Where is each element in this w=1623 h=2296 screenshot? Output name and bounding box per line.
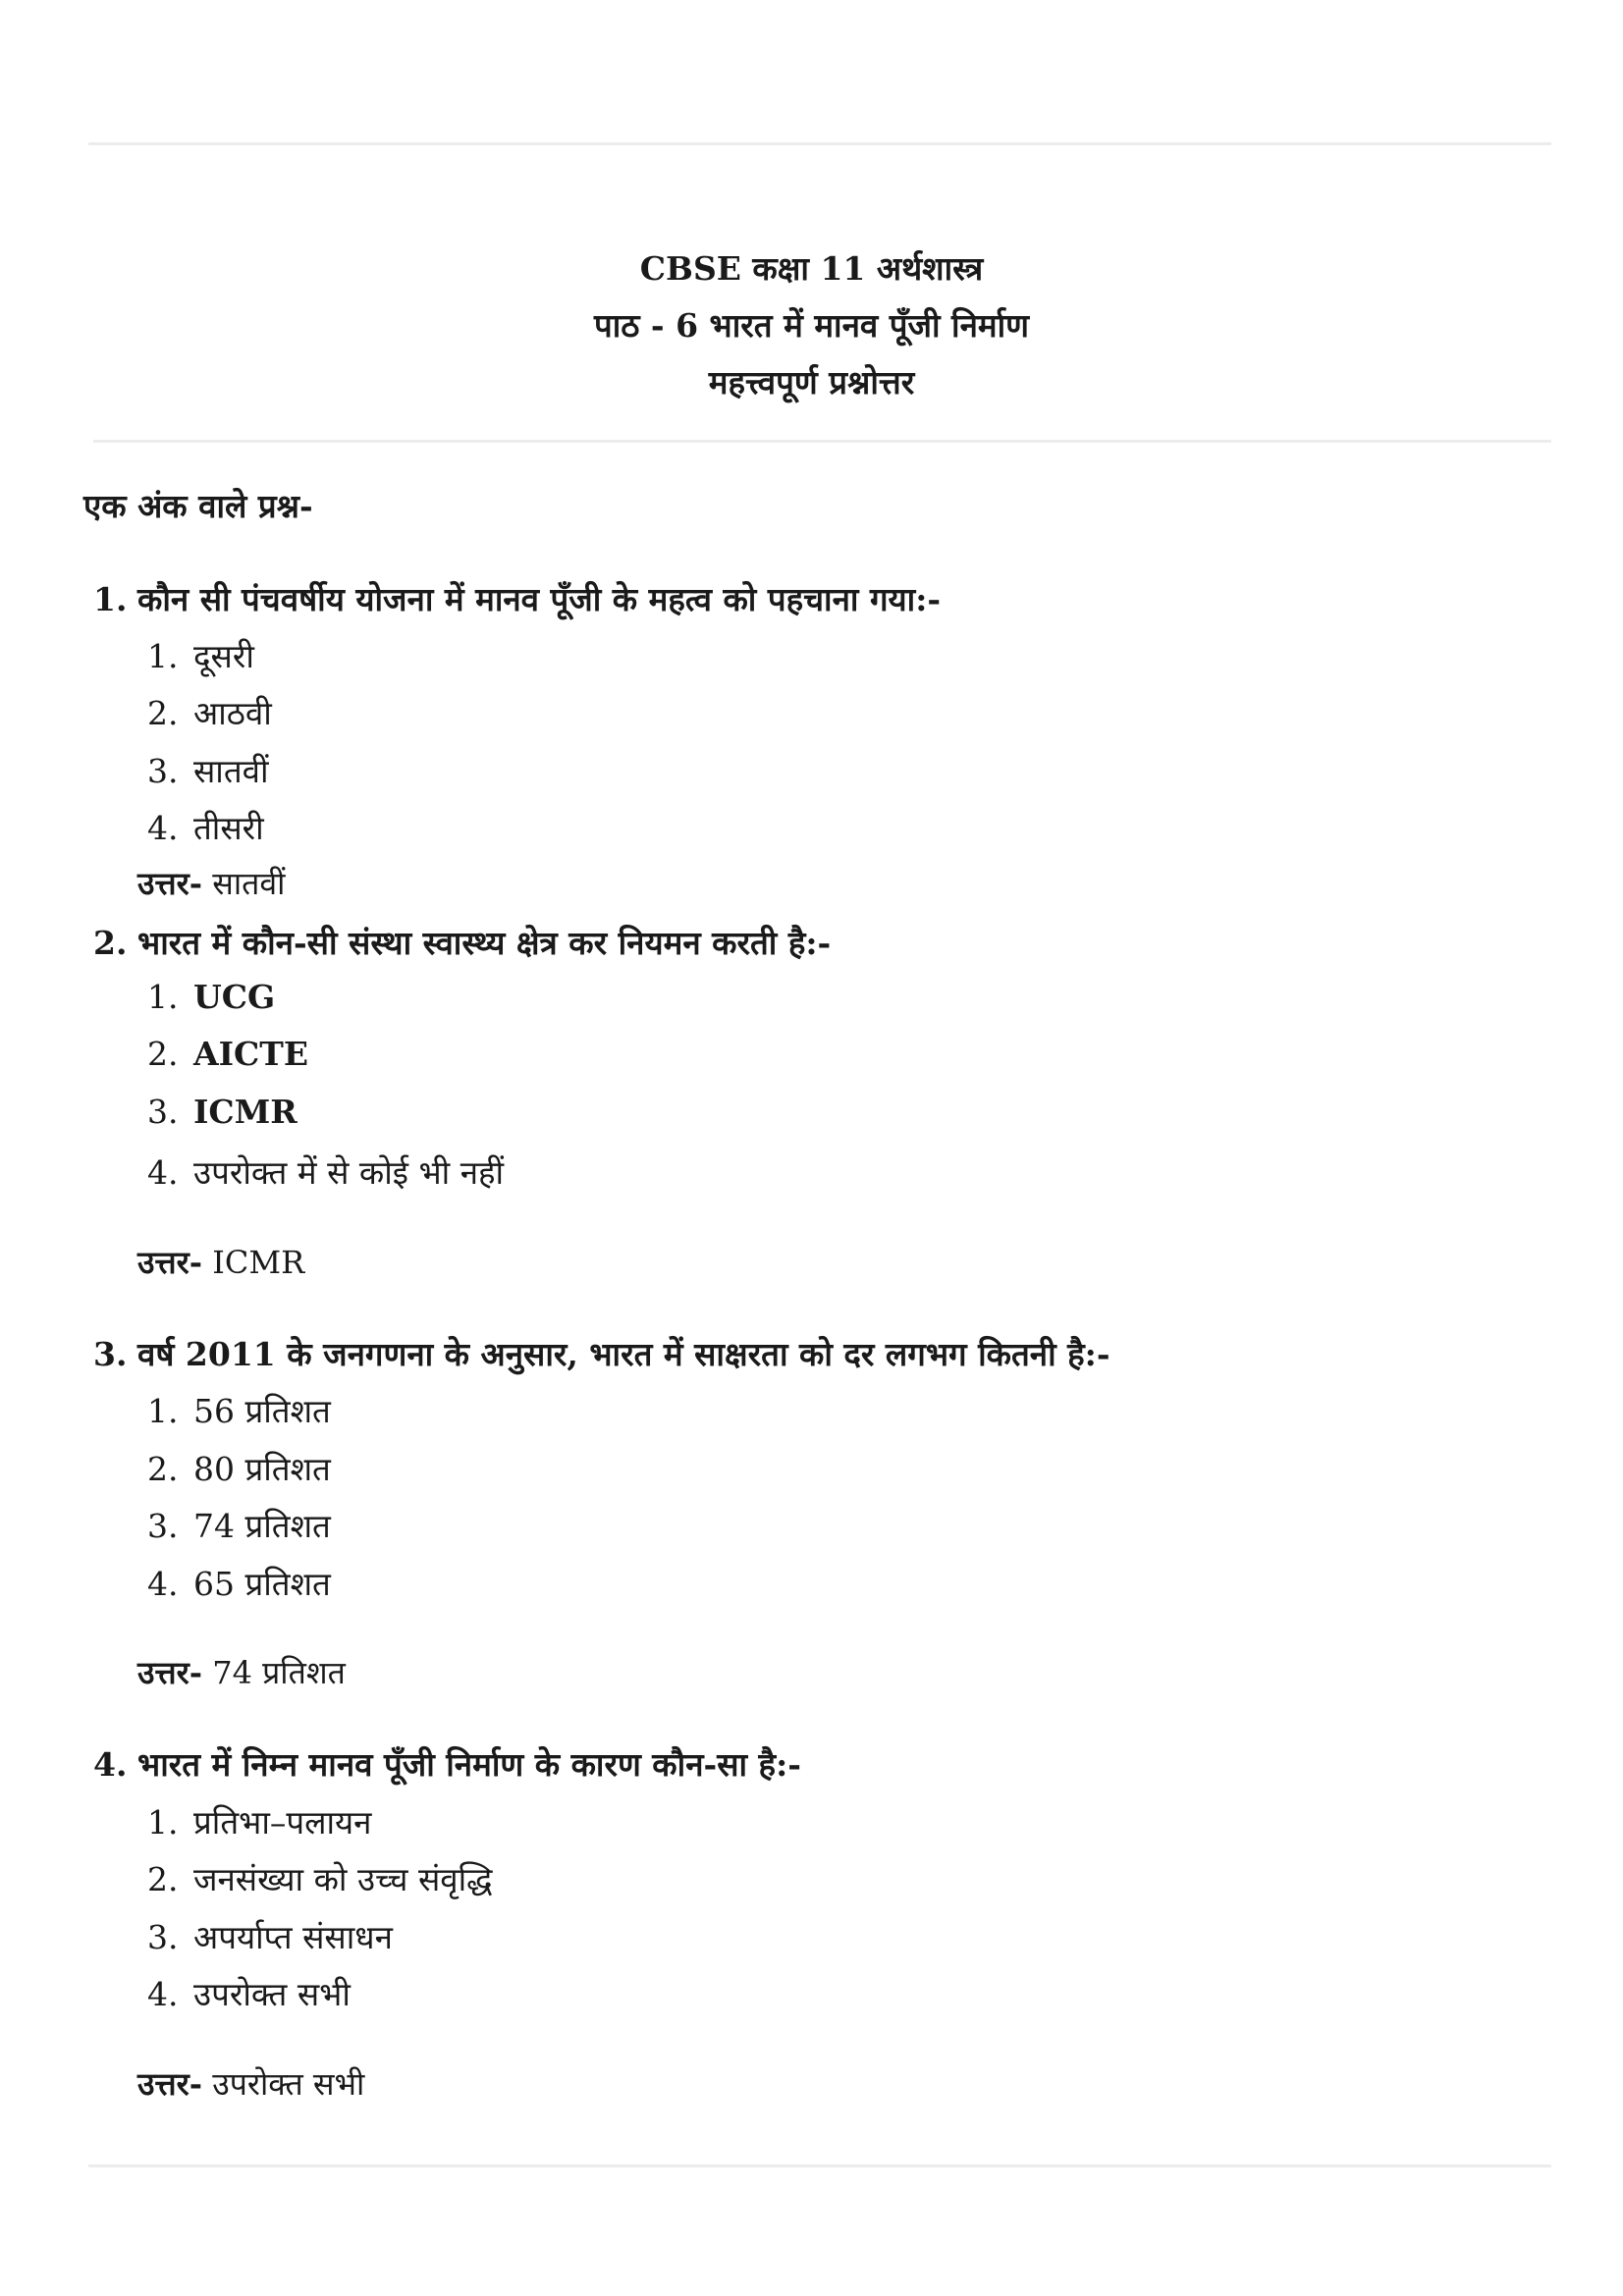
question-number: 3. <box>93 1335 128 1373</box>
section-title: एक अंक वाले प्रश्न- <box>83 487 313 525</box>
answer-value: उपरोक्त सभी <box>202 2065 365 2103</box>
option-item <box>147 978 275 1016</box>
answer-line <box>137 862 285 904</box>
answer-line <box>137 1651 346 1693</box>
option-text: प्रतिभा–पलायन <box>193 1803 372 1842</box>
option-text: तीसरी <box>193 809 264 847</box>
option-item <box>147 1799 372 1843</box>
question-text <box>93 920 831 964</box>
document-header <box>0 240 1623 411</box>
question-text <box>93 1741 801 1786</box>
option-number: 3. <box>147 1918 179 1956</box>
option-text: 80 प्रतिशत <box>193 1450 331 1488</box>
answer-label: उत्तर- <box>137 1654 203 1691</box>
bottom-divider <box>88 2164 1551 2167</box>
answer-label: उत्तर- <box>137 865 203 902</box>
option-item <box>147 1149 504 1194</box>
option-number: 4. <box>147 1565 179 1603</box>
option-text: अपर्याप्त संसाधन <box>193 1918 393 1956</box>
option-text: उपरोक्त सभी <box>193 1975 351 2013</box>
option-number: 4. <box>147 809 179 847</box>
question-stem: वर्ष 2011 के जनगणना के अनुसार, भारत में साक्षरता को दर लगभग कितनी है:- <box>137 1335 1110 1373</box>
answer-value: 74 प्रतिशत <box>202 1654 346 1691</box>
option-number: 1. <box>147 1803 179 1842</box>
option-number: 1. <box>147 637 179 675</box>
option-item <box>147 1561 331 1605</box>
option-number: 2. <box>147 1450 179 1488</box>
option-item <box>147 1971 351 2015</box>
answer-line <box>137 1241 304 1283</box>
option-text: UCG <box>193 978 276 1016</box>
option-number: 1. <box>147 1392 179 1430</box>
option-number: 3. <box>147 752 179 790</box>
option-number: 3. <box>147 1093 179 1131</box>
option-number: 1. <box>147 978 179 1016</box>
answer-label: उत्तर- <box>137 1244 203 1281</box>
option-item <box>147 1388 331 1432</box>
option-item <box>147 1856 493 1900</box>
answer-value: ICMR <box>202 1244 305 1281</box>
option-item <box>147 1035 308 1073</box>
option-text: 56 प्रतिशत <box>193 1392 331 1430</box>
option-text: दूसरी <box>193 637 254 675</box>
option-text: उपरोक्त में से कोई भी नहीं <box>193 1153 505 1192</box>
option-item <box>147 1914 393 1958</box>
option-item <box>147 1503 331 1547</box>
option-number: 3. <box>147 1507 179 1545</box>
option-text: आठवी <box>193 694 272 732</box>
option-item <box>147 1446 331 1490</box>
option-item <box>147 633 254 677</box>
question-stem: भारत में निम्न मानव पूँजी निर्माण के कारण कौन-सा है:- <box>137 1745 801 1784</box>
option-item <box>147 805 264 849</box>
top-divider <box>88 142 1551 145</box>
answer-line <box>137 2062 364 2105</box>
option-number: 4. <box>147 1153 179 1192</box>
option-number: 4. <box>147 1975 179 2013</box>
question-stem: भारत में कौन-सी संस्था स्वास्थ्य क्षेत्र कर नियमन करती है:- <box>137 924 832 962</box>
option-text: 74 प्रतिशत <box>193 1507 331 1545</box>
option-text: ICMR <box>193 1093 298 1131</box>
option-item <box>147 690 272 734</box>
option-item <box>147 748 269 792</box>
option-number: 2. <box>147 1860 179 1898</box>
answer-value: सातवीं <box>202 865 286 902</box>
question-number: 1. <box>93 580 128 618</box>
option-text: AICTE <box>193 1035 309 1073</box>
option-item <box>147 1093 298 1131</box>
question-text <box>93 1331 1110 1375</box>
header-chapter: पाठ - 6 भारत में मानव पूँजी निर्माण <box>593 306 1030 345</box>
question-number: 2. <box>93 924 128 962</box>
answer-label: उत्तर- <box>137 2065 203 2103</box>
header-divider <box>93 440 1551 443</box>
option-number: 2. <box>147 1035 179 1073</box>
option-text: सातवीं <box>193 752 269 790</box>
question-stem: कौन सी पंचवर्षीय योजना में मानव पूँजी के महत्व को पहचाना गया:- <box>137 580 942 618</box>
header-heading: महत्त्वपूर्ण प्रश्नोत्तर <box>708 363 915 401</box>
question-number: 4. <box>93 1745 128 1784</box>
header-subject: CBSE कक्षा 11 अर्थशास्त्र <box>639 249 984 288</box>
option-number: 2. <box>147 694 179 732</box>
option-text: 65 प्रतिशत <box>193 1565 331 1603</box>
option-text: जनसंख्या को उच्च संवृद्धि <box>193 1860 493 1898</box>
question-text <box>93 576 941 620</box>
